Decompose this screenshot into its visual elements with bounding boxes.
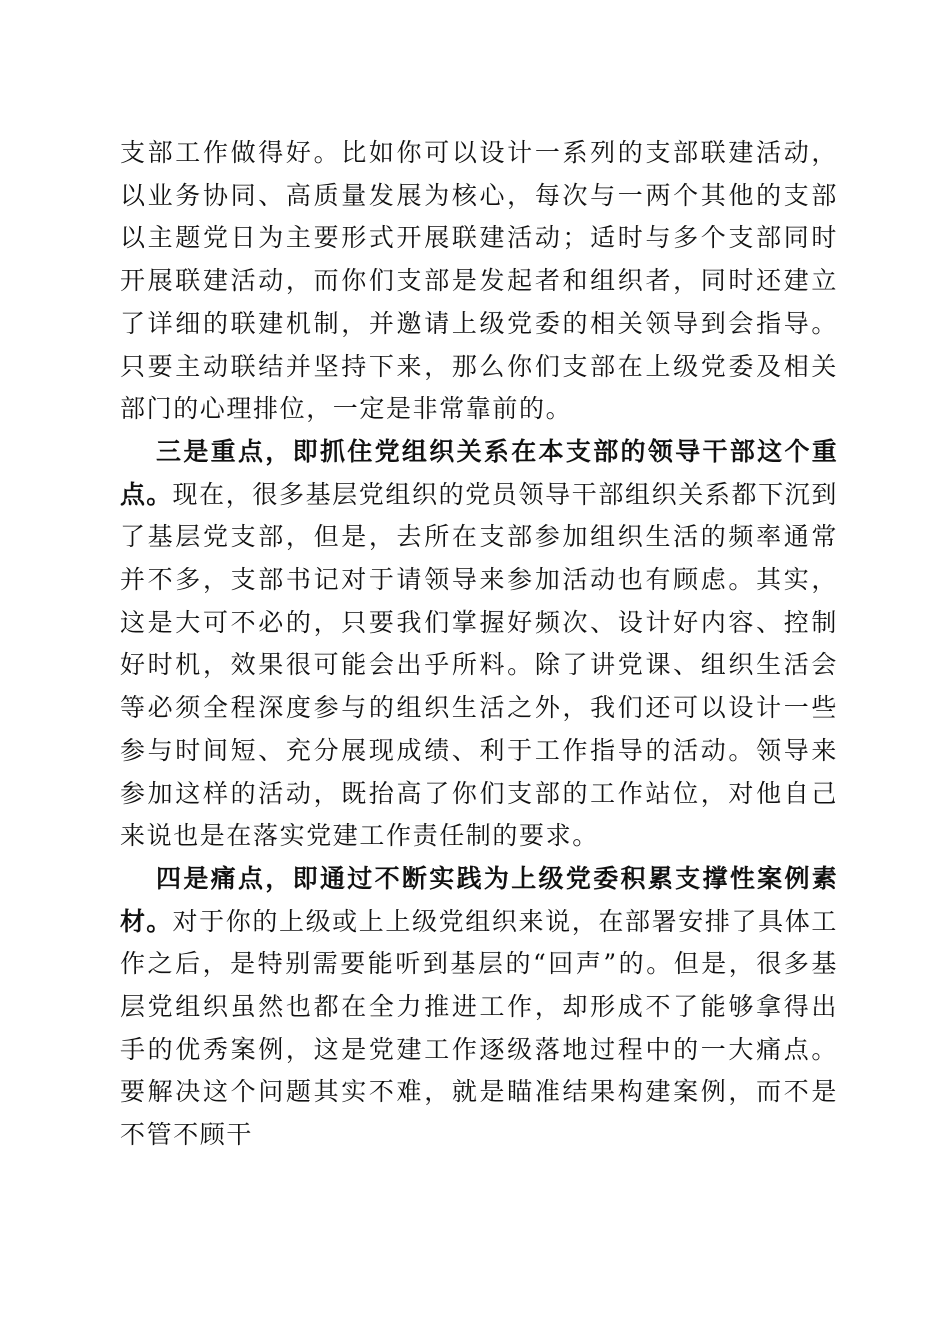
paragraph-1 — [120, 132, 838, 431]
paragraph-3-heading: 四是痛点，即通过不断实践为上级党委积累支撑性案例素材。 — [120, 863, 838, 936]
paragraph-3-text: 对于你的上级或上上级党组织来说，在部署安排了具体工作之后，是特别需要能听到基层的“回声”的。但是，很多基层党组织虽然也都在全力推进工作，却形成不了能够拿得出手的优秀案例，这是党建工作逐级落地过程中的一大痛点。要解决这个问题其实不难，就是瞄准结果构建案例，而不是不管不顾干 — [120, 906, 838, 1150]
paragraph-2-text: 现在，很多基层党组织的党员领导干部组织关系都下沉到了基层党支部，但是，去所在支部参加组织生活的频率通常并不多，支部书记对于请领导来参加活动也有顾虑。其实，这是大可不必的，只要我们掌握好频次、设计好内容、控制好时机，效果很可能会出乎所料。除了讲党课、组织生活会等必须全程深度参与的组织生活之外，我们还可以设计一些参与时间短、充分展现成绩、利于工作指导的活动。领导来参加这样的活动，既抬高了你们支部的工作站位，对他自己来说也是在落实党建工作责任制的要求。 — [120, 479, 838, 851]
paragraph-1-text: 支部工作做得好。比如你可以设计一系列的支部联建活动，以业务协同、高质量发展为核心，每次与一两个其他的支部以主题党日为主要形式开展联建活动；适时与多个支部同时开展联建活动，而你们支部是发起者和组织者，同时还建立了详细的联建机制，并邀请上级党委的相关领导到会指导。只要主动联结并坚持下来，那么你们支部在上级党委及相关部门的心理排位，一定是非常靠前的。 — [120, 138, 838, 424]
paragraph-2-heading: 三是重点，即抓住党组织关系在本支部的领导干部这个重点。 — [120, 436, 838, 509]
document-page — [120, 132, 838, 1157]
paragraph-3 — [120, 858, 838, 1157]
paragraph-2 — [120, 431, 838, 858]
